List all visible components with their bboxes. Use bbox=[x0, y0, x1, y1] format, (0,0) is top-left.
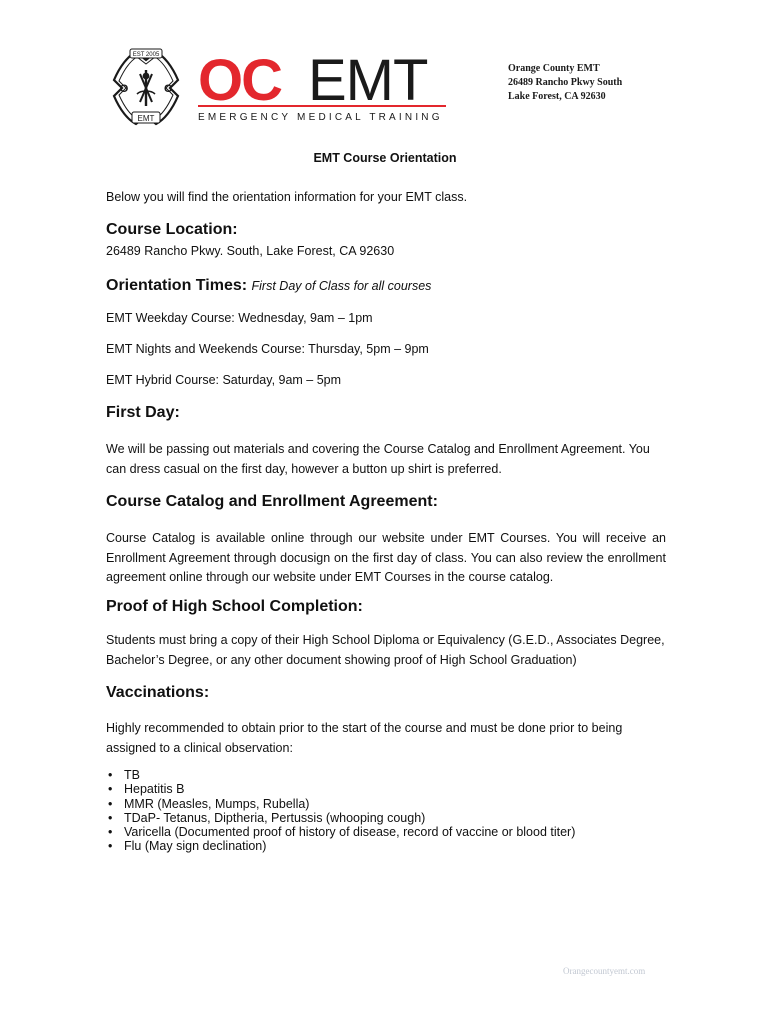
badge-emt-label: EMT bbox=[137, 114, 155, 123]
maltese-cross-badge-icon bbox=[114, 49, 178, 124]
logo-tagline: EMERGENCY MEDICAL TRAINING bbox=[198, 112, 443, 123]
nights-weekends-course-time: EMT Nights and Weekends Course: Thursday, 5pm – 9pm bbox=[106, 342, 429, 356]
address-line-3: Lake Forest, CA 92630 bbox=[508, 91, 606, 102]
intro-paragraph: Below you will find the orientation information for your EMT class. bbox=[106, 190, 468, 204]
wordmark-oc: OC bbox=[198, 48, 281, 113]
ocemt-logo bbox=[110, 46, 450, 130]
hybrid-course-time: EMT Hybrid Course: Saturday, 9am – 5pm bbox=[106, 373, 342, 387]
list-item: • TB bbox=[106, 768, 575, 782]
address-block bbox=[508, 62, 622, 104]
list-item: • MMR (Measles, Mumps, Rubella) bbox=[106, 797, 575, 811]
list-item: • Hepatitis B bbox=[106, 782, 575, 796]
list-item: • Flu (May sign declination) bbox=[106, 839, 575, 853]
catalog-enrollment-heading: Course Catalog and Enrollment Agreement: bbox=[106, 493, 438, 510]
first-day-text: We will be passing out materials and covering the Course Catalog and Enrollment Agreement. You can dress casual on the first day, however a button up shirt is preferred. bbox=[106, 442, 650, 476]
address-line-1: Orange County EMT bbox=[508, 63, 600, 74]
high-school-text: Students must bring a copy of their High School Diploma or Equivalency (G.E.D., Associates Degree, Bachelor’s Degree, or any other document showing proof of High School Graduation) bbox=[106, 633, 665, 667]
orientation-times-title: Orientation Times: bbox=[106, 277, 248, 294]
badge-est-label: EST 2005 bbox=[132, 52, 160, 58]
course-location-heading: Course Location: bbox=[106, 221, 238, 238]
badge-c-letter: C bbox=[164, 83, 172, 95]
weekday-course-time: EMT Weekday Course: Wednesday, 9am – 1pm bbox=[106, 311, 373, 325]
badge-o-letter: O bbox=[119, 83, 129, 95]
vaccinations-text: Highly recommended to obtain prior to the start of the course and must be done prior to being assigned to a clinical observation: bbox=[106, 721, 623, 755]
address-line-2: 26489 Rancho Pkwy South bbox=[508, 77, 623, 88]
list-item: • TDaP- Tetanus, Diptheria, Pertussis (whooping cough) bbox=[106, 811, 575, 825]
list-item: • Varicella (Documented proof of history of disease, record of vaccine or blood titer) bbox=[106, 825, 575, 839]
orientation-times-note: First Day of Class for all courses bbox=[251, 279, 432, 293]
orientation-times-heading bbox=[106, 277, 431, 295]
footer-website: Orangecountyemt.com bbox=[563, 966, 646, 976]
first-day-heading: First Day: bbox=[106, 404, 180, 421]
ocemt-logo-graphic bbox=[110, 46, 450, 130]
vaccination-list bbox=[106, 768, 575, 854]
vaccinations-heading: Vaccinations: bbox=[106, 684, 210, 701]
high-school-heading: Proof of High School Completion: bbox=[106, 598, 363, 615]
catalog-enrollment-text: Course Catalog is available online through our website under EMT Courses. You will receive an Enrollment Agreement through docusign on the first day of class. You can also review the enrollment agreement online through our website under EMT Courses in the course catalog. bbox=[106, 531, 666, 584]
course-location-text: 26489 Rancho Pkwy. South, Lake Forest, CA 92630 bbox=[106, 244, 395, 258]
document-title: EMT Course Orientation bbox=[313, 151, 457, 165]
wordmark-emt: EMT bbox=[308, 48, 428, 113]
